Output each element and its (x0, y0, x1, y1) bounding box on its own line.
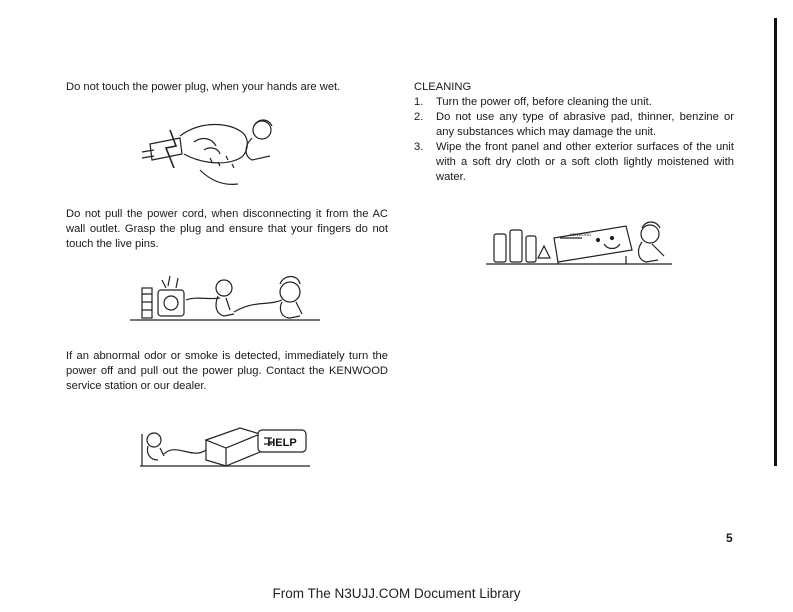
help-sign-label: HELP (267, 437, 297, 449)
cleaning-step (414, 140, 734, 185)
odor-smoke-warning: If an abnormal odor or smoke is detected, immediately turn the power off and pull out the power plug. Contact the KENWOOD service station or our dealer. (66, 350, 388, 392)
step-number: 1. (414, 96, 424, 108)
unit-brand-label: KENWOOD (570, 232, 592, 237)
step-text: Do not use any type of abrasive pad, thinner, benzine or any substances which may damage the unit. (436, 111, 734, 138)
wet-hands-illustration (140, 116, 280, 190)
step-number: 2. (414, 111, 424, 123)
cleaning-illustration (486, 220, 674, 266)
cleaning-step (414, 95, 734, 110)
cleaning-heading: CLEANING (414, 81, 472, 93)
step-text: Turn the power off, before cleaning the unit. (436, 96, 652, 108)
wet-hands-warning: Do not touch the power plug, when your hands are wet. (66, 81, 341, 93)
step-number: 3. (414, 141, 424, 153)
cleaning-step (414, 110, 734, 140)
pull-cord-illustration (130, 270, 322, 322)
margin-rule (774, 18, 777, 466)
page-number: 5 (726, 531, 733, 545)
step-text: Wipe the front panel and other exterior surfaces of the unit with a soft dry cloth or a soft cloth lightly moistened with water. (436, 141, 734, 183)
help-illustration (140, 420, 312, 468)
pull-cord-warning: Do not pull the power cord, when disconnecting it from the AC wall outlet. Grasp the plug and ensure that your fingers do not touch the live pins. (66, 208, 388, 250)
cleaning-steps (414, 95, 734, 185)
footer-library-credit: From The N3UJJ.COM Document Library (272, 586, 521, 601)
